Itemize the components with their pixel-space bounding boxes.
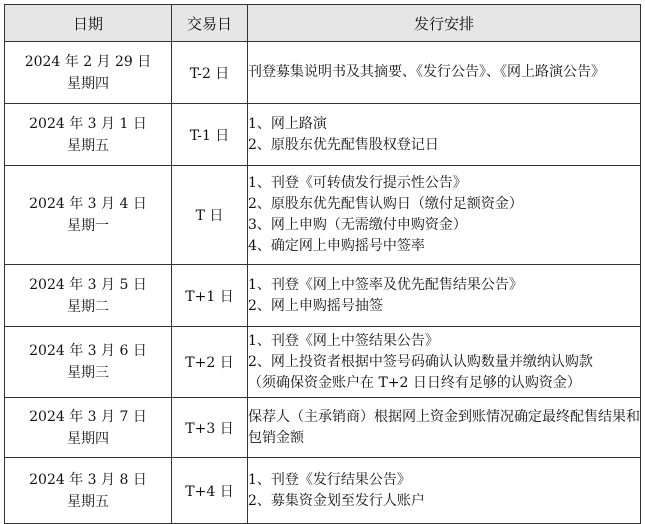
arrangement-item: 2、网上投资者根据中签号码确认认购数量并缴纳认购款 [248, 353, 593, 370]
date-text: 2024 年 3 月 7 日 [29, 408, 147, 425]
date-cell [5, 398, 172, 458]
weekday-text: 星期二 [67, 298, 109, 315]
arrangement-cell [248, 398, 641, 458]
table-row [5, 327, 641, 398]
arrangement-cell [248, 327, 641, 398]
arrangement-item: 2、募集资金划至发行人账户 [248, 492, 425, 509]
date-cell [5, 42, 172, 104]
arrangement-item: 4、确定网上申购摇号中签率 [248, 238, 425, 254]
weekday-text: 星期五 [67, 137, 109, 154]
date-text: 2024 年 3 月 8 日 [29, 471, 147, 488]
arrangement-item: （须确保资金账户在 T+2 日日终有足够的认购资金） [248, 374, 581, 391]
table-row [5, 265, 641, 327]
table-row [5, 458, 641, 524]
arrangement-item: 刊登募集说明书及其摘要、《发行公告》、《网上路演公告》 [248, 64, 605, 80]
table-row [5, 104, 641, 166]
date-cell [5, 166, 172, 265]
date-text: 2024 年 2 月 29 日 [24, 53, 152, 70]
arrangement-item: 保荐人（主承销商）根据网上资金到账情况确定最终配售结果和包销金额 [248, 408, 640, 446]
weekday-text: 星期一 [67, 218, 109, 234]
arrangement-cell [248, 458, 641, 524]
arrangement-cell [248, 265, 641, 327]
date-text: 2024 年 3 月 6 日 [29, 343, 147, 359]
weekday-text: 星期三 [67, 365, 109, 381]
arrangement-item: 2、原股东优先配售股权登记日 [248, 136, 439, 153]
trading-day-cell: T-1 日 [172, 104, 248, 166]
trading-day-cell: T+3 日 [172, 398, 248, 458]
arrangement-item: 1、刊登《发行结果公告》 [248, 471, 411, 488]
trading-day-cell: T+1 日 [172, 265, 248, 327]
date-cell [5, 327, 172, 398]
header-trading-day: 交易日 [172, 5, 248, 42]
table-row [5, 166, 641, 265]
trading-day-cell: T+4 日 [172, 458, 248, 524]
table-row [5, 42, 641, 104]
arrangement-cell [248, 166, 641, 265]
date-text: 2024 年 3 月 1 日 [29, 115, 147, 132]
issuance-schedule-table [4, 4, 641, 524]
weekday-text: 星期四 [67, 75, 109, 92]
date-cell [5, 104, 172, 166]
arrangement-cell [248, 42, 641, 104]
weekday-text: 星期五 [67, 493, 109, 510]
arrangement-item: 1、刊登《网上中签结果公告》 [248, 332, 439, 349]
arrangement-item: 2、原股东优先配售认购日（缴付足额资金） [248, 196, 523, 212]
date-text: 2024 年 3 月 4 日 [29, 196, 147, 212]
table-row [5, 398, 641, 458]
weekday-text: 星期四 [67, 430, 109, 447]
arrangement-item: 1、网上路演 [248, 115, 327, 132]
date-text: 2024 年 3 月 5 日 [29, 276, 147, 293]
trading-day-cell: T-2 日 [172, 42, 248, 104]
arrangement-item: 2、网上申购摇号抽签 [248, 297, 383, 314]
arrangement-item: 3、网上申购（无需缴付申购资金） [248, 217, 467, 233]
trading-day-cell: T 日 [172, 166, 248, 265]
date-cell [5, 458, 172, 524]
date-cell [5, 265, 172, 327]
header-arrangement: 发行安排 [248, 5, 641, 42]
header-row [5, 5, 641, 42]
arrangement-cell [248, 104, 641, 166]
header-date: 日期 [5, 5, 172, 42]
trading-day-cell: T+2 日 [172, 327, 248, 398]
arrangement-item: 1、刊登《网上中签率及优先配售结果公告》 [248, 276, 523, 293]
arrangement-item: 1、刊登《可转债发行提示性公告》 [248, 175, 467, 191]
